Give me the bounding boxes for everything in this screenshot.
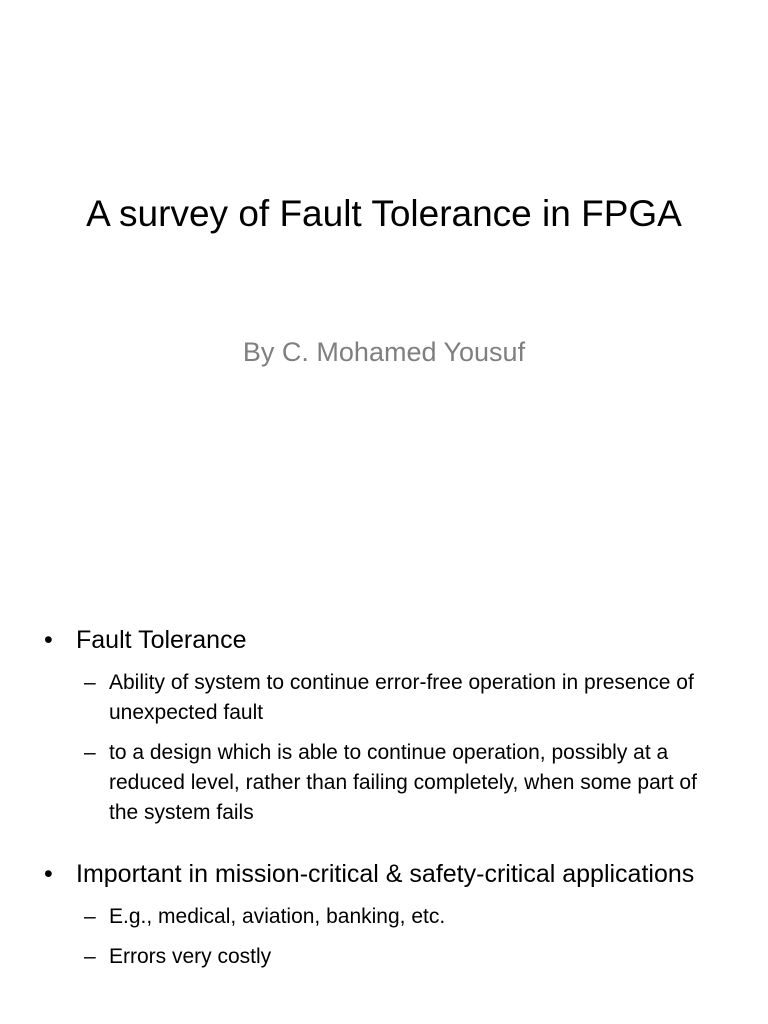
sub-bullet-item <box>0 668 768 728</box>
bullet-dot-icon: • <box>44 626 53 654</box>
sub-bullet-item <box>0 942 768 972</box>
slide-subtitle: By C. Mohamed Yousuf <box>242 337 526 367</box>
sub-bullet-item <box>0 738 768 828</box>
sub-bullet-text: to a design which is able to continue operation, possibly at a reduced level, rather than failing completely, when some part of the system fails <box>109 741 697 824</box>
dash-icon: – <box>84 945 96 968</box>
dash-icon: – <box>84 905 96 928</box>
sub-bullet-item <box>0 902 768 932</box>
dash-icon: – <box>84 741 96 764</box>
slide-title: A survey of Fault Tolerance in FPGA <box>86 193 682 234</box>
sub-bullet-text: E.g., medical, aviation, banking, etc. <box>109 905 446 928</box>
bullet-item <box>0 858 768 890</box>
bullet-text: Fault Tolerance <box>76 626 247 654</box>
sub-bullet-text: Errors very costly <box>109 945 272 968</box>
bullet-list <box>0 624 768 972</box>
dash-icon: – <box>84 671 96 694</box>
sub-bullet-text: Ability of system to continue error-free operation in presence of unexpected fault <box>109 671 694 724</box>
bullet-text: Important in mission-critical & safety-critical applications <box>76 860 695 888</box>
bullet-item <box>0 624 768 656</box>
bullet-dot-icon: • <box>44 860 53 888</box>
